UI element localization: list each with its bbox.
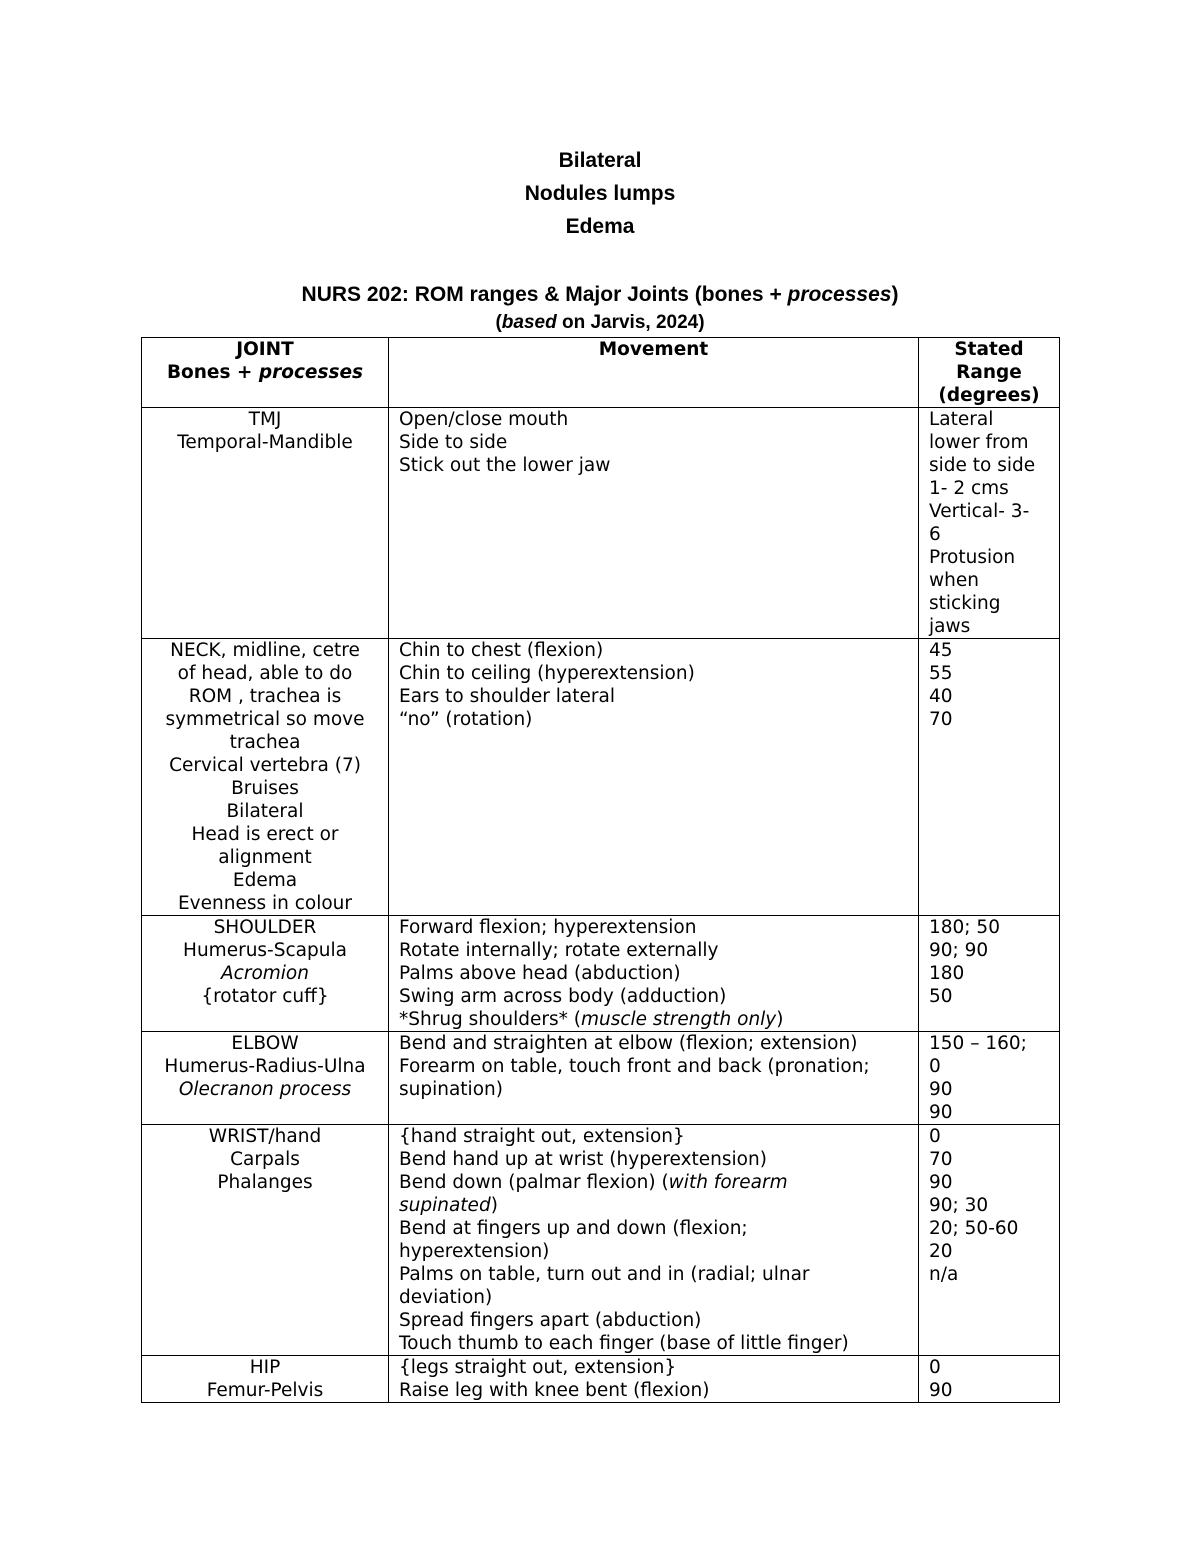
movement-line: {legs straight out, extension} xyxy=(399,1357,677,1378)
joint-line: trachea xyxy=(229,732,301,753)
joint-line: of head, able to do xyxy=(177,663,353,684)
joint-line: Phalanges xyxy=(217,1172,313,1193)
movement-line: Ears to shoulder lateral xyxy=(399,686,615,707)
movement-line xyxy=(399,1008,908,1031)
range-line: 0 xyxy=(929,1126,941,1147)
joint-line: Humerus-Scapula xyxy=(183,940,347,961)
joint-line: HIP xyxy=(249,1357,281,1378)
range-line: 0 xyxy=(929,1357,941,1378)
movement-line: Forward flexion; hyperextension xyxy=(399,917,697,938)
title-italic: processes xyxy=(787,283,892,306)
range-line: 90 xyxy=(929,1380,953,1401)
joint-line: ELBOW xyxy=(231,1033,299,1054)
movement-line: Swing arm across body (adduction) xyxy=(399,986,727,1007)
movement-italic: with forearm xyxy=(668,1172,788,1193)
range-line: 150 – 160; xyxy=(929,1033,1027,1054)
document-title xyxy=(0,281,1200,309)
range-line: 90; 30 xyxy=(929,1195,989,1216)
movement-line: Bend hand up at wrist (hyperextension) xyxy=(399,1149,767,1170)
range-line: 90; 90 xyxy=(929,940,989,961)
range-line: 70 xyxy=(929,1149,953,1170)
movement-line xyxy=(399,1194,908,1217)
movement-line: supination) xyxy=(399,1079,503,1100)
movement-line: Bend and straighten at elbow (flexion; extension) xyxy=(399,1033,858,1054)
movement-line: Raise leg with knee bent (flexion) xyxy=(399,1380,710,1401)
range-cell xyxy=(919,916,1060,1032)
joint-line: Carpals xyxy=(230,1149,300,1170)
movement-cell xyxy=(389,1125,919,1356)
range-line: 70 xyxy=(929,709,953,730)
movement-line: Forearm on table, touch front and back (pronation; xyxy=(399,1056,870,1077)
movement-cell xyxy=(389,1032,919,1125)
header-joint xyxy=(142,338,389,408)
range-line: lower from xyxy=(929,432,1029,453)
movement-line: Palms above head (abduction) xyxy=(399,963,681,984)
joint-line: Femur-Pelvis xyxy=(206,1380,324,1401)
range-line: 20 xyxy=(929,1241,953,1262)
header-joint-label: JOINT xyxy=(236,339,294,360)
table-row-wrist xyxy=(142,1125,1060,1356)
subtitle-italic: based xyxy=(501,312,557,333)
range-cell xyxy=(919,1125,1060,1356)
rom-table xyxy=(141,337,1060,1403)
range-cell xyxy=(919,408,1060,639)
joint-line: alignment xyxy=(218,847,312,868)
table-row-shoulder xyxy=(142,916,1060,1032)
range-line: 180 xyxy=(929,963,965,984)
range-line: 90 xyxy=(929,1102,953,1123)
header-range xyxy=(919,338,1060,408)
table-row-neck xyxy=(142,639,1060,916)
table-row-elbow xyxy=(142,1032,1060,1125)
movement-line: Chin to chest (flexion) xyxy=(399,640,604,661)
header-joint-sub-italic: processes xyxy=(258,362,364,383)
joint-line: Bilateral xyxy=(226,801,304,822)
joint-line: Evenness in colour xyxy=(177,893,353,914)
range-cell xyxy=(919,639,1060,916)
range-line: 1- 2 cms xyxy=(929,478,1009,499)
joint-line: ROM , trachea is xyxy=(188,686,342,707)
range-line: 180; 50 xyxy=(929,917,1000,938)
heading-line: Bilateral xyxy=(558,149,642,172)
joint-line: Head is erect or xyxy=(191,824,339,845)
movement-text: *Shrug shoulders* ( xyxy=(399,1009,581,1030)
movement-text: ) xyxy=(490,1195,498,1216)
joint-line: Cervical vertebra (7) xyxy=(169,755,361,776)
range-line: 90 xyxy=(929,1172,953,1193)
header-joint-sub-text: Bones + xyxy=(166,362,259,383)
range-line: 50 xyxy=(929,986,953,1007)
header-range-line: Range xyxy=(956,362,1022,383)
range-line: Protusion xyxy=(929,547,1016,568)
movement-line: Rotate internally; rotate externally xyxy=(399,940,719,961)
movement-cell xyxy=(389,639,919,916)
movement-text: Bend down (palmar flexion) ( xyxy=(399,1172,669,1193)
range-line: 0 xyxy=(929,1056,941,1077)
joint-line: Temporal-Mandible xyxy=(177,432,353,453)
movement-line: Palms on table, turn out and in (radial; ulnar xyxy=(399,1264,810,1285)
joint-cell xyxy=(142,408,389,639)
range-line: 45 xyxy=(929,640,953,661)
subtitle-open: ( xyxy=(495,312,502,333)
table-row-hip xyxy=(142,1356,1060,1403)
joint-cell xyxy=(142,639,389,916)
header-range-line: (degrees) xyxy=(938,385,1040,406)
movement-line: “no” (rotation) xyxy=(399,709,533,730)
subtitle-text: on Jarvis, 2024) xyxy=(556,312,705,333)
movement-line: Bend at fingers up and down (flexion; xyxy=(399,1218,748,1239)
range-line: 40 xyxy=(929,686,953,707)
table-row-tmj xyxy=(142,408,1060,639)
joint-cell xyxy=(142,1356,389,1403)
range-line: 20; 50-60 xyxy=(929,1218,1019,1239)
joint-cell xyxy=(142,1125,389,1356)
movement-italic: muscle strength only xyxy=(580,1009,777,1030)
range-line: 6 xyxy=(929,524,941,545)
header-movement: Movement xyxy=(389,338,919,408)
joint-line: {rotator cuff} xyxy=(201,986,329,1007)
movement-italic: supinated xyxy=(399,1195,491,1216)
range-line: jaws xyxy=(929,616,971,637)
table-header-row xyxy=(142,338,1060,408)
joint-line: WRIST/hand xyxy=(208,1126,322,1147)
heading-line: Nodules lumps xyxy=(524,182,676,205)
header-range-line: Stated xyxy=(954,339,1024,360)
joint-line: Edema xyxy=(232,870,298,891)
movement-line: Chin to ceiling (hyperextension) xyxy=(399,663,695,684)
joint-line: Bruises xyxy=(231,778,299,799)
range-line: Lateral xyxy=(929,409,994,430)
movement-line: Stick out the lower jaw xyxy=(399,455,611,476)
document-subtitle xyxy=(0,310,1200,336)
joint-line: NECK, midline, cetre xyxy=(170,640,360,661)
movement-text: ) xyxy=(776,1009,784,1030)
title-suffix: ) xyxy=(891,283,899,306)
movement-line xyxy=(399,1171,908,1194)
range-line: 55 xyxy=(929,663,953,684)
range-line: when xyxy=(929,570,979,591)
range-line: n/a xyxy=(929,1264,959,1285)
movement-cell xyxy=(389,1356,919,1403)
title-text: NURS 202: ROM ranges & Major Joints (bones + xyxy=(301,283,788,306)
joint-line: TMJ xyxy=(248,409,282,430)
joint-line-italic: Olecranon process xyxy=(178,1079,352,1100)
movement-line: {hand straight out, extension} xyxy=(399,1126,685,1147)
joint-line: SHOULDER xyxy=(213,917,317,938)
range-line: side to side xyxy=(929,455,1036,476)
movement-line: Open/close mouth xyxy=(399,409,569,430)
range-cell xyxy=(919,1356,1060,1403)
joint-line-italic: Acromion xyxy=(221,963,309,984)
range-line: sticking xyxy=(929,593,1001,614)
range-line: 90 xyxy=(929,1079,953,1100)
movement-line: Side to side xyxy=(399,432,508,453)
movement-line: hyperextension) xyxy=(399,1241,550,1262)
range-cell xyxy=(919,1032,1060,1125)
movement-cell xyxy=(389,408,919,639)
top-headings xyxy=(0,144,1200,243)
movement-line: Spread fingers apart (abduction) xyxy=(399,1310,702,1331)
movement-cell xyxy=(389,916,919,1032)
joint-cell xyxy=(142,916,389,1032)
joint-line: Humerus-Radius-Ulna xyxy=(164,1056,366,1077)
joint-cell xyxy=(142,1032,389,1125)
header-joint-sub xyxy=(152,361,378,384)
heading-line: Edema xyxy=(565,215,635,238)
joint-line: symmetrical so move xyxy=(165,709,365,730)
movement-line: deviation) xyxy=(399,1287,493,1308)
range-line: Vertical- 3- xyxy=(929,501,1030,522)
movement-line: Touch thumb to each finger (base of little finger) xyxy=(399,1333,849,1354)
